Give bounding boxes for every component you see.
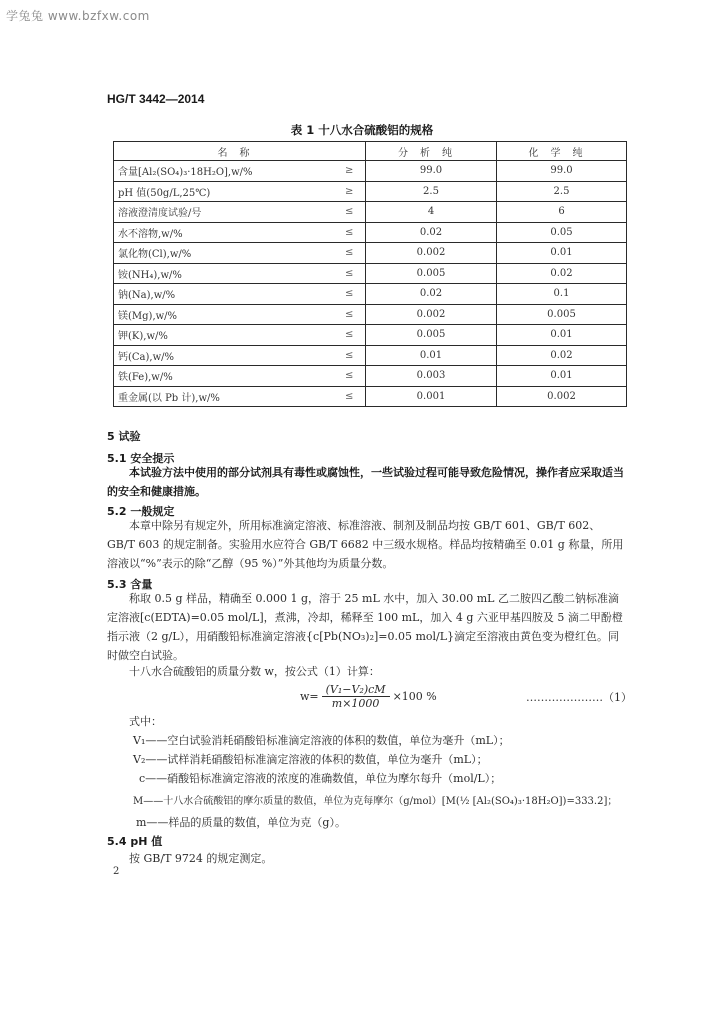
row-cp-value: 0.02 bbox=[497, 263, 627, 284]
row-item: 钾(K),w/% bbox=[114, 325, 334, 346]
header-name: 名称 bbox=[114, 142, 366, 161]
row-operator: ≤ bbox=[334, 345, 366, 366]
row-operator: ≤ bbox=[334, 263, 366, 284]
section-5-2-text: 本章中除另有规定外，所用标准滴定溶液、标准溶液、制剂及制品均按 GB/T 601、GB/T 602、GB/T 603 的规定制备。实验用水应符合 GB/T 6682 中三级水规格。样品均按精确至 0.01 g 称量，所用溶液以“%”表示的除“乙醇（95 %）”外其他均为质量分数。 bbox=[107, 519, 624, 570]
row-cp-value: 0.05 bbox=[497, 222, 627, 243]
def-v2: V₂——试样消耗硝酸铅标准滴定溶液的体积的数值，单位为毫升（mL）； bbox=[133, 753, 488, 766]
row-item: 钙(Ca),w/% bbox=[114, 345, 334, 366]
row-item: 水不溶物,w/% bbox=[114, 222, 334, 243]
row-cp-value: 2.5 bbox=[497, 181, 627, 202]
standard-number: HG/T 3442—2014 bbox=[107, 92, 205, 106]
row-cp-value: 0.01 bbox=[497, 243, 627, 264]
row-item: 镁(Mg),w/% bbox=[114, 304, 334, 325]
table-row bbox=[114, 243, 627, 264]
section-5-1-heading: 5.1 安全提示 bbox=[107, 452, 175, 465]
row-ar-value: 0.002 bbox=[366, 243, 497, 264]
row-cp-value: 6 bbox=[497, 202, 627, 223]
row-ar-value: 2.5 bbox=[366, 181, 497, 202]
header-ar: 分析纯 bbox=[366, 142, 497, 161]
row-item: 氯化物(Cl),w/% bbox=[114, 243, 334, 264]
table-row bbox=[114, 325, 627, 346]
def-M: M——十八水合硫酸铝的摩尔质量的数值，单位为克每摩尔（g/mol）[M(½ [Al₂(SO₄)₃·18H₂O])=333.2]； bbox=[133, 796, 618, 807]
formula-fraction bbox=[322, 683, 390, 710]
row-operator: ≤ bbox=[334, 202, 366, 223]
row-cp-value: 0.005 bbox=[497, 304, 627, 325]
row-ar-value: 0.01 bbox=[366, 345, 497, 366]
row-operator: ≤ bbox=[334, 386, 366, 407]
section-5-1-text: 本试验方法中使用的部分试剂具有毒性或腐蚀性，一些试验过程可能导致危险情况，操作者应采取适当的安全和健康措施。 bbox=[107, 466, 624, 498]
table-row bbox=[114, 161, 627, 182]
row-operator: ≤ bbox=[334, 243, 366, 264]
formula-numerator: (V₁−V₂)cM bbox=[322, 683, 390, 697]
table-row bbox=[114, 181, 627, 202]
section-5-3-heading: 5.3 含量 bbox=[107, 578, 153, 591]
row-cp-value: 0.01 bbox=[497, 366, 627, 387]
row-item: 含量[Al₂(SO₄)₃·18H₂O],w/% bbox=[114, 161, 334, 182]
site-watermark: 学兔兔 www.bzfxw.com bbox=[6, 9, 150, 23]
row-operator: ≤ bbox=[334, 222, 366, 243]
def-v1: V₁——空白试验消耗硝酸铅标准滴定溶液的体积的数值，单位为毫升（mL）； bbox=[133, 734, 510, 747]
section-5-heading: 5 试验 bbox=[107, 430, 141, 443]
row-cp-value: 0.02 bbox=[497, 345, 627, 366]
formula-1 bbox=[300, 683, 437, 710]
row-ar-value: 0.02 bbox=[366, 222, 497, 243]
def-c: c——硝酸铅标准滴定溶液的浓度的准确数值，单位为摩尔每升（mol/L）； bbox=[139, 772, 502, 785]
table-row bbox=[114, 304, 627, 325]
section-5-2-heading: 5.2 一般规定 bbox=[107, 505, 175, 518]
row-ar-value: 4 bbox=[366, 202, 497, 223]
row-operator: ≥ bbox=[334, 181, 366, 202]
row-ar-value: 0.02 bbox=[366, 284, 497, 305]
row-cp-value: 0.1 bbox=[497, 284, 627, 305]
row-operator: ≥ bbox=[334, 161, 366, 182]
def-m: m——样品的质量的数值，单位为克（g）。 bbox=[136, 816, 346, 829]
table-caption: 表 1 十八水合硫酸铝的规格 bbox=[290, 123, 434, 137]
row-operator: ≤ bbox=[334, 304, 366, 325]
header-cp: 化学纯 bbox=[497, 142, 627, 161]
section-5-3-text: 称取 0.5 g 样品，精确至 0.000 1 g，溶于 25 mL 水中，加入 30.00 mL 乙二胺四乙酸二钠标准滴定溶液[c(EDTA)=0.05 mol/L]，煮沸，冷却，稀释至 100 mL，加入 4 g 六亚甲基四胺及 5 滴二甲酚橙指示液（2 g/L），用硝酸铅标准滴定溶液{c[Pb(NO₃)₂]=0.05 mol/L}滴定至溶液由黄色变为橙红色。同时做空白试验。 bbox=[107, 592, 623, 662]
row-ar-value: 0.005 bbox=[366, 325, 497, 346]
row-ar-value: 99.0 bbox=[366, 161, 497, 182]
formula-lhs: w= bbox=[300, 690, 319, 703]
row-ar-value: 0.003 bbox=[366, 366, 497, 387]
calc-intro: 十八水合硫酸铝的质量分数 w，按公式（1）计算： bbox=[129, 665, 380, 678]
row-operator: ≤ bbox=[334, 325, 366, 346]
table-row bbox=[114, 202, 627, 223]
row-cp-value: 0.002 bbox=[497, 386, 627, 407]
row-ar-value: 0.005 bbox=[366, 263, 497, 284]
row-operator: ≤ bbox=[334, 284, 366, 305]
row-item: 重金属(以 Pb 计),w/% bbox=[114, 386, 334, 407]
row-item: 铁(Fe),w/% bbox=[114, 366, 334, 387]
formula-rhs: ×100 % bbox=[392, 690, 437, 703]
section-5-4-heading: 5.4 pH 值 bbox=[107, 835, 163, 848]
row-item: 铵(NH₄),w/% bbox=[114, 263, 334, 284]
row-item: pH 值(50g/L,25℃) bbox=[114, 181, 334, 202]
table-row bbox=[114, 222, 627, 243]
row-cp-value: 0.01 bbox=[497, 325, 627, 346]
page-number: 2 bbox=[113, 866, 120, 877]
table-row bbox=[114, 366, 627, 387]
spec-table bbox=[113, 141, 627, 407]
section-5-4-text: 按 GB/T 9724 的规定测定。 bbox=[129, 852, 273, 865]
formula-denominator: m×1000 bbox=[331, 697, 380, 710]
table-row bbox=[114, 284, 627, 305]
where-label: 式中： bbox=[129, 715, 162, 728]
row-ar-value: 0.002 bbox=[366, 304, 497, 325]
table-row bbox=[114, 263, 627, 284]
row-operator: ≤ bbox=[334, 366, 366, 387]
table-row bbox=[114, 345, 627, 366]
table-header-row bbox=[114, 142, 627, 161]
row-ar-value: 0.001 bbox=[366, 386, 497, 407]
row-cp-value: 99.0 bbox=[497, 161, 627, 182]
row-item: 溶液澄清度试验/号 bbox=[114, 202, 334, 223]
formula-number: …………………（1） bbox=[526, 691, 632, 704]
table-row bbox=[114, 386, 627, 407]
row-item: 钠(Na),w/% bbox=[114, 284, 334, 305]
